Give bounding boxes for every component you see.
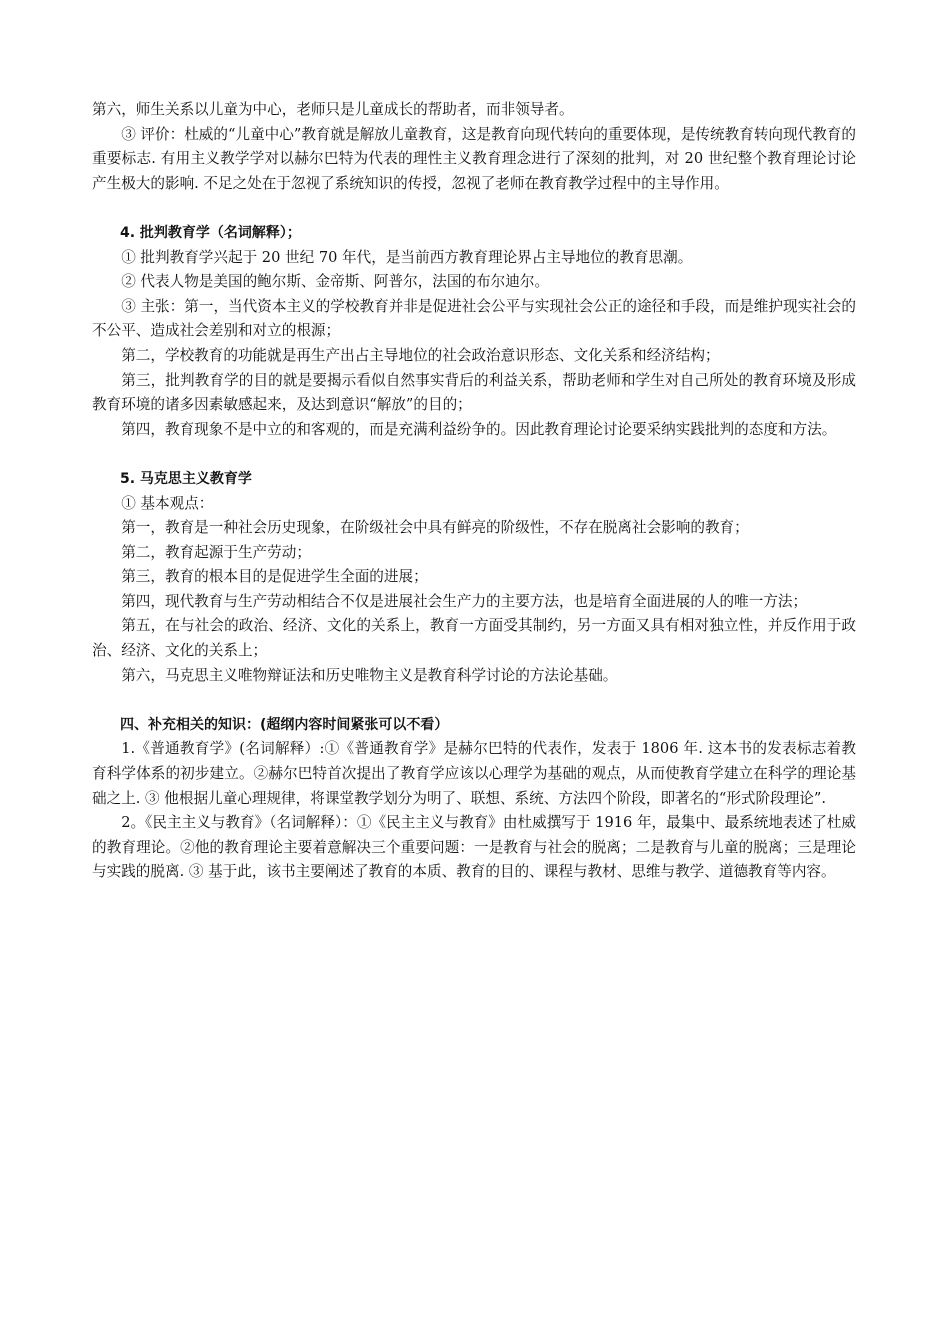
list-item: 第二，学校教育的功能就是再生产出占主导地位的社会政治意识形态、文化关系和经济结构； [121,346,720,364]
list-item: ③ 主张：第一，当代资本主义的学校教育并非是促进社会公平与实现社会公正的途径和手段，而是维护现实社会的不公平、造成社会差别和对立的根源； [92,297,856,340]
list-item: 1.《普通教育学》(名词解释）:①《普通教育学》是赫尔巴特的代表作，发表于 1806 年. 这本书的发表标志着教育科学体系的初步建立。②赫尔巴特首次提出了教育学应该以心理学为基础的观点，从而使教育学建立在科学的理论基础之上. ③ 他根据儿童心理规律，将课堂教学划分为明了、联想、系统、方法四个阶段，即著名的“形式阶段理论”. [92,740,856,807]
list-item: 2。《民主主义与教育》（名词解释）：①《民主主义与教育》由杜威撰写于 1916 年，最集中、最系统地表述了杜威的教育理论。②他的教育理论主要着意解决三个重要问题：一是教育与社会的脱离；二是教育与儿童的脱离；三是理论与实践的脱离. ③ 基于此，该书主要阐述了教育的本质、教育的目的、课程与教材、思维与教学、道德教育等内容。 [92,814,856,881]
list-item: ① 基本观点： [121,494,214,512]
paragraph-teacher-student-relation: 第六，师生关系以儿童为中心，老师只是儿童成长的帮助者，而非领导者。 [92,101,574,118]
section-heading-critical-pedagogy: 4. 批判教育学（名词解释）； [120,224,301,241]
list-item: ① 批判教育学兴起于 20 世纪 70 年代，是当前西方教育理论界占主导地位的教育思潮。 [121,248,693,266]
paragraph-evaluation: ③ 评价：杜威的“儿童中心”教育就是解放儿童教育，这是教育向现代转向的重要体现，是传统教育转向现代教育的重要标志. 有用主义教学学对以赫尔巴特为代表的理性主义教育理念进行了深刻的批判，对 20 世纪整个教育理论讨论产生极大的影响. 不足之处在于忽视了系统知识的传授，忽视了老师在教育教学过程中的主导作用。 [92,125,856,192]
list-item: ② 代表人物是美国的鲍尔斯、金帝斯、阿普尔，法国的布尔迪尔。 [121,273,550,291]
section-heading-supplement: 四、补充相关的知识：(超纲内容时间紧张可以不看） [120,716,449,733]
section-heading-marxist-pedagogy: 5. 马克思主义教育学 [120,470,252,487]
document-body [92,98,856,885]
list-item: 第四，教育现象不是中立的和客观的，而是充满利益纷争的。因此教育理论讨论要采纳实践批判的态度和方法。 [121,420,837,438]
paragraph-gap [92,196,856,221]
list-item: 第六，马克思主义唯物辩证法和历史唯物主义是教育科学讨论的方法论基础。 [121,666,618,684]
paragraph-gap [92,688,856,713]
list-item: 第三，教育的根本目的是促进学生全面的进展； [121,568,428,586]
list-item: 第二，教育起源于生产劳动； [121,543,311,561]
list-item: 第三，批判教育学的目的就是要揭示看似自然事实背后的利益关系，帮助老师和学生对自己所处的教育环境及形成教育环境的诸多因素敏感起来，及达到意识“解放”的目的； [92,371,856,414]
paragraph-gap [92,442,856,467]
list-item: 第五，在与社会的政治、经济、文化的关系上，教育一方面受其制约，另一方面又具有相对独立性，并反作用于政治、经济、文化的关系上； [92,617,856,660]
list-item: 第四，现代教育与生产劳动相结合不仅是进展社会生产力的主要方法，也是培育全面进展的人的唯一方法； [121,592,808,610]
list-item: 第一，教育是一种社会历史现象，在阶级社会中具有鲜亮的阶级性，不存在脱离社会影响的教育； [121,519,749,537]
